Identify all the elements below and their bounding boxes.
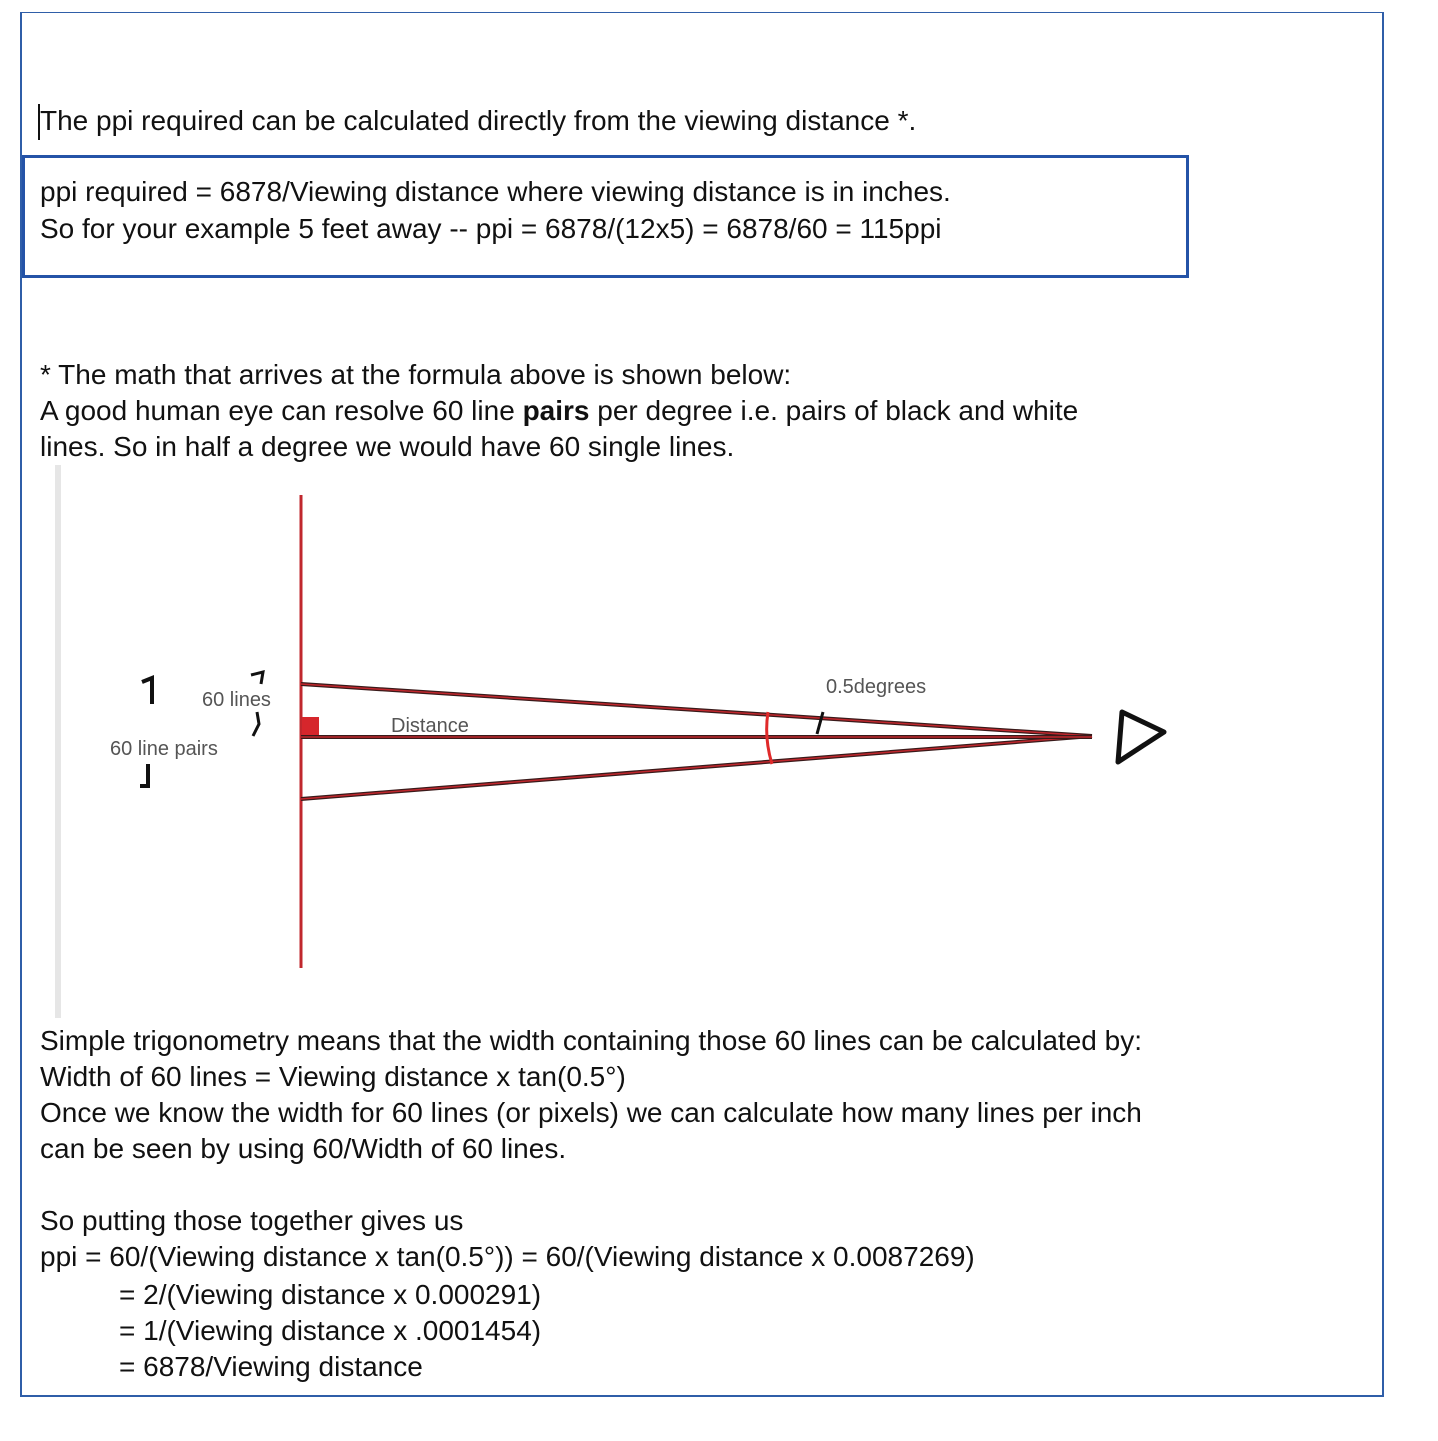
trig-line-3: Once we know the width for 60 lines (or pixels) we can calculate how many lines per inch [40, 1097, 1142, 1128]
explanation-line-2-end: per degree i.e. pairs of black and white [589, 395, 1079, 426]
formula-line-2: So for your example 5 feet away -- ppi = 6878/(12x5) = 6878/60 = 115ppi [40, 213, 942, 244]
explanation-bold-pairs: pairs [522, 395, 590, 426]
label-distance: Distance [391, 715, 469, 737]
eye-icon [1118, 712, 1164, 762]
half-degree-tick [817, 712, 823, 734]
summary-line-1: So putting those together gives us [40, 1205, 464, 1236]
pairs-bracket-bottom [140, 764, 148, 786]
explanation-line-3: lines. So in half a degree we would have 60 single lines. [40, 431, 735, 462]
label-60-lines: 60 lines [202, 689, 271, 711]
right-angle-marker [302, 717, 319, 735]
formula-line-1: ppi required = 6878/Viewing distance where viewing distance is in inches. [40, 176, 951, 207]
lines-bracket-bottom [253, 712, 259, 736]
explanation-line-2 [40, 394, 1078, 428]
trig-line-1: Simple trigonometry means that the width containing those 60 lines can be calculated by: [40, 1025, 1142, 1056]
lines-bracket-top [251, 672, 263, 684]
explanation-line-2-start: A good human eye can resolve 60 line [40, 395, 523, 426]
intro-text: The ppi required can be calculated directly from the viewing distance *. [40, 105, 917, 136]
explanation-line-1: * The math that arrives at the formula above is shown below: [40, 359, 792, 390]
summary-line-2: ppi = 60/(Viewing distance x tan(0.5°)) = 60/(Viewing distance x 0.0087269) [40, 1241, 975, 1272]
trig-line-2: Width of 60 lines = Viewing distance x tan(0.5°) [40, 1061, 626, 1092]
summary-line-3: = 2/(Viewing distance x 0.000291) [119, 1279, 542, 1310]
viewing-angle-diagram [60, 460, 1200, 1020]
summary-line-4: = 1/(Viewing distance x .0001454) [119, 1315, 542, 1346]
label-60-line-pairs: 60 line pairs [110, 738, 218, 760]
lower-ray [301, 736, 1092, 799]
label-angle: 0.5degrees [826, 676, 927, 698]
trig-line-4: can be seen by using 60/Width of 60 lines. [40, 1133, 567, 1164]
summary-line-5: = 6878/Viewing distance [119, 1351, 423, 1382]
pairs-bracket-top [142, 678, 152, 704]
